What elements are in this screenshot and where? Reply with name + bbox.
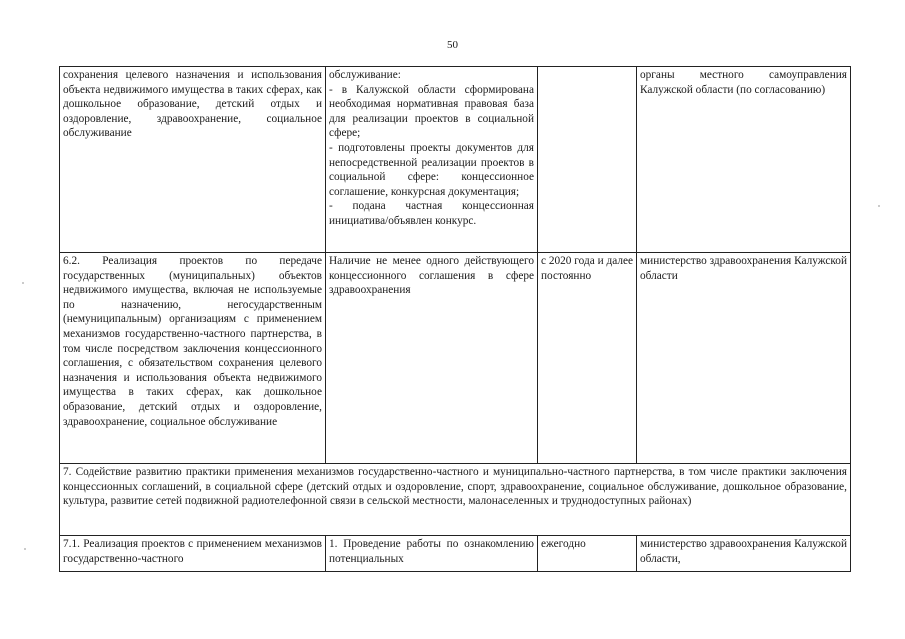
page-number: 50 [447,39,458,51]
table-row [60,536,851,572]
deadline-cell [538,536,637,572]
indicator-cell [326,536,538,572]
deadline-text: с 2020 года и далее постоянно [541,255,633,282]
indicator-cell [326,67,538,253]
section-heading-cell [60,464,851,536]
measure-text: 7.1. Реализация проектов с применением механизмов государственно-частного [63,538,322,565]
measure-cell [60,253,326,464]
responsible-text: органы местного самоуправления Калужской области (по согласованию) [640,69,847,96]
scan-speck [878,205,880,207]
section-heading: 7. Содействие развитию практики применения механизмов государственно-частного и муниципально-частного партнерства, в том числе практики заключения концессионных соглашений, в социальной сфере (детский отдых и оздоровление, спорт, здравоохранение, социальное обслуживание, дошкольное образование, культура, развитие сетей подвижной радиотелефонной связи в сельской местности, малонаселенных и труднодоступных районах) [63,466,847,508]
section-row [60,464,851,536]
measure-cell [60,536,326,572]
indicator-line: - в Калужской области сформирована необходимая нормативная правовая база для реализации проектов в социальной сфере; [329,83,534,140]
responsible-cell [637,536,851,572]
indicator-line: Наличие не менее одного действующего концессионного соглашения в сфере здравоохранения [329,255,534,297]
deadline-cell [538,253,637,464]
deadline-text: ежегодно [541,538,586,550]
indicator-line: обслуживание: [329,69,401,81]
indicator-text: 1. Проведение работы по ознакомлению потенциальных [329,538,534,565]
responsible-text: министерство здравоохранения Калужской области, [640,538,847,565]
responsible-cell [637,67,851,253]
table-row [60,253,851,464]
measure-cell [60,67,326,253]
deadline-cell [538,67,637,253]
measure-text: сохранения целевого назначения и использования объекта недвижимого имущества в таких сферах, как дошкольное образование, детский отдых и оздоровление, здравоохранение, социальное обслуживание [63,69,322,140]
indicator-cell [326,253,538,464]
indicator-line: - подана частная концессионная инициатива/объявлен конкурс. [329,200,534,227]
scan-speck [22,282,24,284]
responsible-text: министерство здравоохранения Калужской области [640,255,847,282]
measure-text: 6.2. Реализация проектов по передаче государственных (муниципальных) объектов недвижимого имущества, включая не используемые по назначению, негосударственным (немуниципальным) организациям с применением механизмов государственно-частного партнерства, в том числе посредством заключения концессионного соглашения, с обязательством сохранения целевого назначения и использования объекта недвижимого имущества в таких сферах, как дошкольное образование, детский отдых и оздоровление, здравоохранение, социальное обслуживание [63,255,322,428]
responsible-cell [637,253,851,464]
table-row [60,67,851,253]
indicator-line: - подготовлены проекты документов для непосредственной реализации проектов в социальной сфере: концессионное соглашение, конкурсная документация; [329,141,534,198]
scan-speck [24,548,26,550]
measures-table [59,66,851,572]
